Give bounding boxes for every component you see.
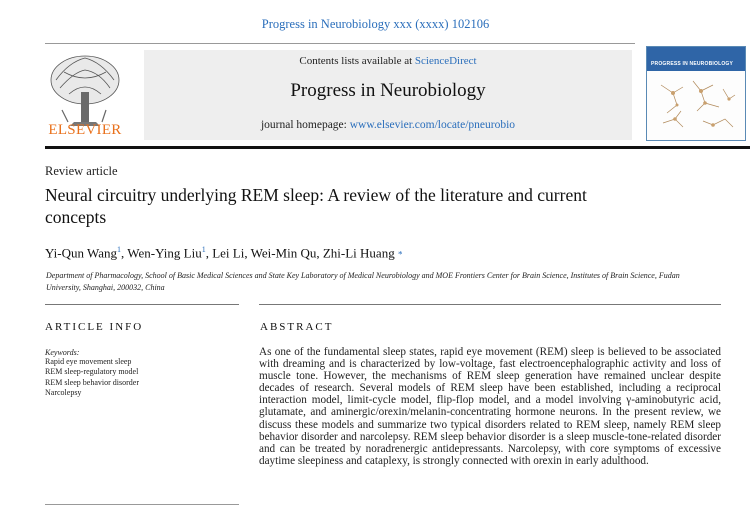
- keywords-label: Keywords:: [45, 348, 80, 357]
- keyword-item: Rapid eye movement sleep: [45, 357, 132, 366]
- homepage-prefix: journal homepage:: [260, 119, 350, 131]
- author-name[interactable]: Wen-Ying Liu: [127, 245, 202, 261]
- keyword-item: REM sleep behavior disorder: [45, 377, 139, 387]
- abstract-text: As one of the fundamental sleep states, rapid eye movement (REM) sleep is believed to be associated with dreaming and is characterized by low-voltage, fast electroencephalographic activity and loss of muscle tone. However, the mechanisms of REM sleep generation have remained unclear despite decades of research. Several models of REM sleep have been established, including a reciprocal interaction model, limit-cycle model, flip-flop model, and a model involving γ-aminobutyric acid, glutamate, and aminergic/orexin/melanin-concentrating hormone neurons. In the present review, we discuss these models and summarize two typical disorders related to REM sleep, namely REM sleep behavior disorder and narcolepsy. REM sleep behavior disorder is a sleep muscle-tone-related disorder and can be treated by noradrenergic antidepressants. Narcolepsy, with core symptoms of excessive daytime sleepiness and cataplexy, is strongly connected with orexin in early adulthood.: [259, 346, 721, 467]
- journal-cover[interactable]: [646, 46, 746, 141]
- author-list: Yi-Qun Wang$^1$, Wen-Ying Liu$^1$, Lei Li, Wei-Min Qu, Zhi-Li Huang *: [45, 245, 403, 261]
- abstract-rule: [259, 304, 721, 305]
- author-footnote-marker[interactable]: 1: [117, 245, 122, 254]
- author-name[interactable]: Yi-Qun Wang: [45, 245, 118, 261]
- author-name[interactable]: Lei Li: [212, 245, 245, 261]
- cover-neuron-art-icon: [653, 75, 739, 135]
- elsevier-wordmark: ELSEVIER: [48, 122, 122, 138]
- contents-prefix: Contents lists available at: [299, 55, 415, 67]
- keyword-item: REM sleep-regulatory model: [45, 367, 139, 377]
- cover-header: [647, 47, 745, 71]
- article-type: Review article: [45, 164, 118, 178]
- homepage-link[interactable]: www.elsevier.com/locate/pneurobio: [349, 119, 516, 131]
- header-top-rule: [45, 43, 635, 44]
- keyword-item: Narcolepsy: [45, 388, 82, 398]
- author-name[interactable]: Zhi-Li Huang: [322, 245, 395, 261]
- article-title: Neural circuitry underlying REM sleep: A review of the literature and current concepts: [45, 185, 587, 227]
- homepage-line: [144, 119, 632, 131]
- cover-title: PROGRESS IN NEUROBIOLOGY: [651, 61, 734, 67]
- author-name[interactable]: Wei-Min Qu: [250, 245, 317, 261]
- corresponding-author-marker[interactable]: *: [397, 249, 403, 260]
- contents-line: [144, 55, 632, 67]
- journal-title: Progress in Neurobiology: [290, 80, 486, 101]
- abstract-heading: ABSTRACT: [260, 321, 334, 333]
- header-bottom-rule: [45, 146, 750, 149]
- affiliation: Department of Pharmacology, School of Basic Medical Sciences and State Key Laboratory of Medical Neurobiology and MOE Frontiers Center for Brain Science, Institutes of Brain Science, Fudan University, Shanghai, 200032, China: [46, 271, 680, 292]
- keywords-list: [45, 357, 139, 399]
- author-footnote-marker[interactable]: 1: [201, 245, 206, 254]
- journal-reference[interactable]: Progress in Neurobiology xxx (xxxx) 102106: [261, 17, 490, 31]
- bottom-rule: [45, 504, 239, 505]
- sciencedirect-link[interactable]: ScienceDirect: [414, 55, 477, 67]
- article-info-heading: ARTICLE INFO: [45, 321, 144, 333]
- journal-banner: [144, 50, 632, 140]
- article-info-rule: [45, 304, 239, 305]
